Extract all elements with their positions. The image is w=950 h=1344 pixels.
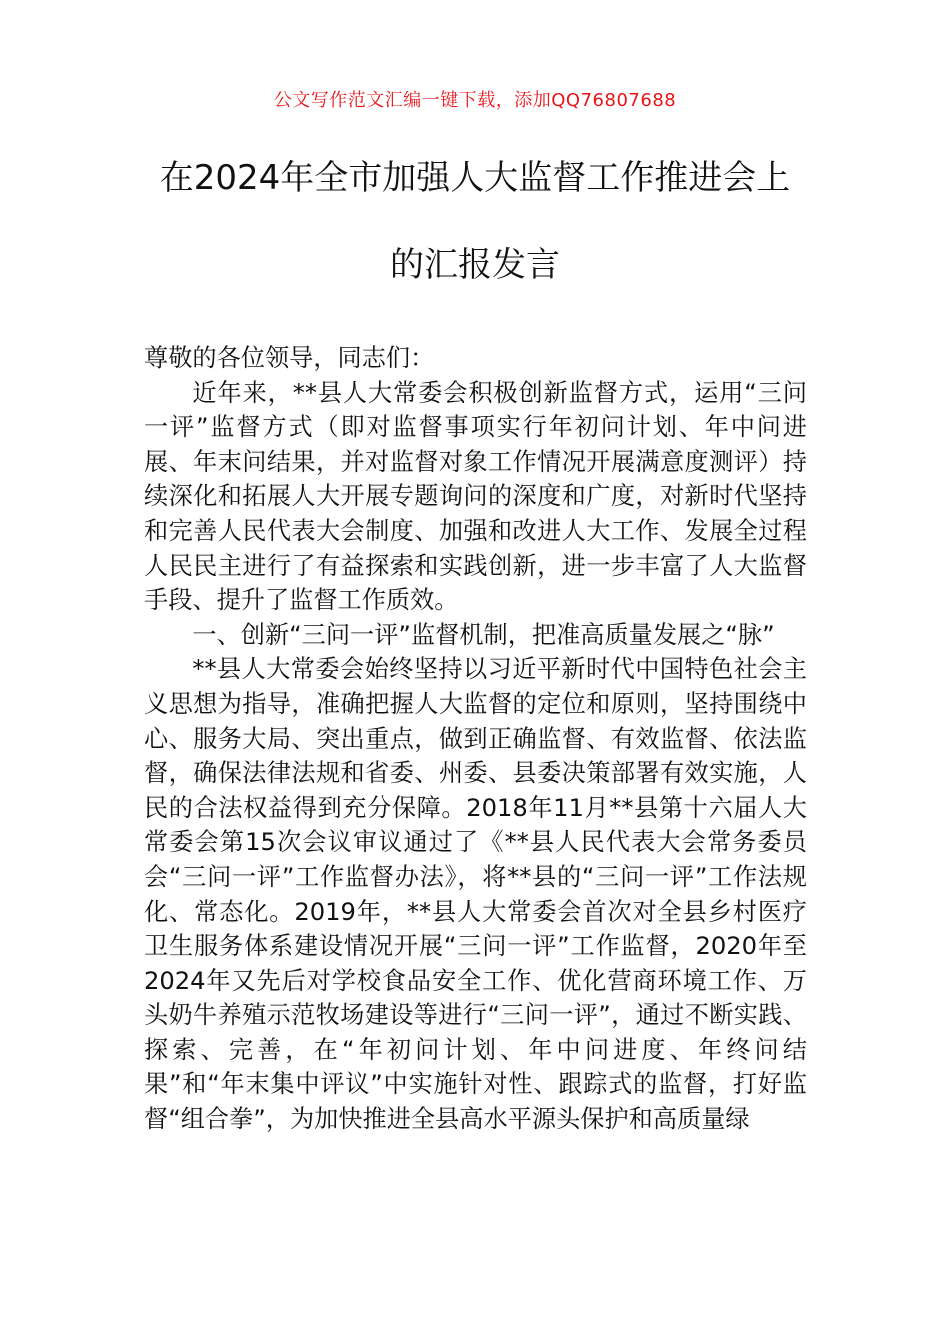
document-body	[144, 341, 807, 1137]
paragraph-intro: 近年来，**县人大常委会积极创新监督方式，运用“三问一评”监督方式（即对监督事项实行年初问计划、年中问进展、年末问结果，并对监督对象工作情况开展满意度测评）持续深化和拓展人大开展专题询问的深度和广度，对新时代坚持和完善人民代表大会制度、加强和改进人大工作、发展全过程人民民主进行了有益探索和实践创新，进一步丰富了人大监督手段、提升了监督工作质效。	[144, 378, 807, 615]
section-heading-1: 一、创新“三问一评”监督机制，把准高质量发展之“脉”	[192, 620, 775, 649]
download-notice: 公文写作范文汇编一键下载，添加QQ76807688	[273, 90, 677, 111]
paragraph-section-1: **县人大常委会始终坚持以习近平新时代中国特色社会主义思想为指导，准确把握人大监督的定位和原则，坚持围绕中心、服务大局、突出重点，做到正确监督、有效监督、依法监督，确保法律法规和省委、州委、县委决策部署有效实施，人民的合法权益得到充分保障。2018年11月**县第十六届人大常委会第15次会议审议通过了《**县人民代表大会常务委员会“三问一评”工作监督办法》，将**县的“三问一评”工作法规化、常态化。2019年，**县人大常委会首次对全县乡村医疗卫生服务体系建设情况开展“三问一评”工作监督，2020年至2024年又先后对学校食品安全工作、优化营商环境工作、万头奶牛养殖示范牧场建设等进行“三问一评”，通过不断实践、探索、完善，在“年初问计划、年中问进度、年终问结果”和“年末集中评议”中实施针对性、跟踪式的监督，打好监督“组合拳”，为加快推进全县高水平源头保护和高质量绿	[144, 655, 807, 1134]
salutation: 尊敬的各位领导，同志们：	[144, 344, 435, 372]
document-title-line-2: 的汇报发言	[390, 245, 560, 285]
document-title-line-1: 在2024年全市加强人大监督工作推进会上	[159, 158, 791, 198]
